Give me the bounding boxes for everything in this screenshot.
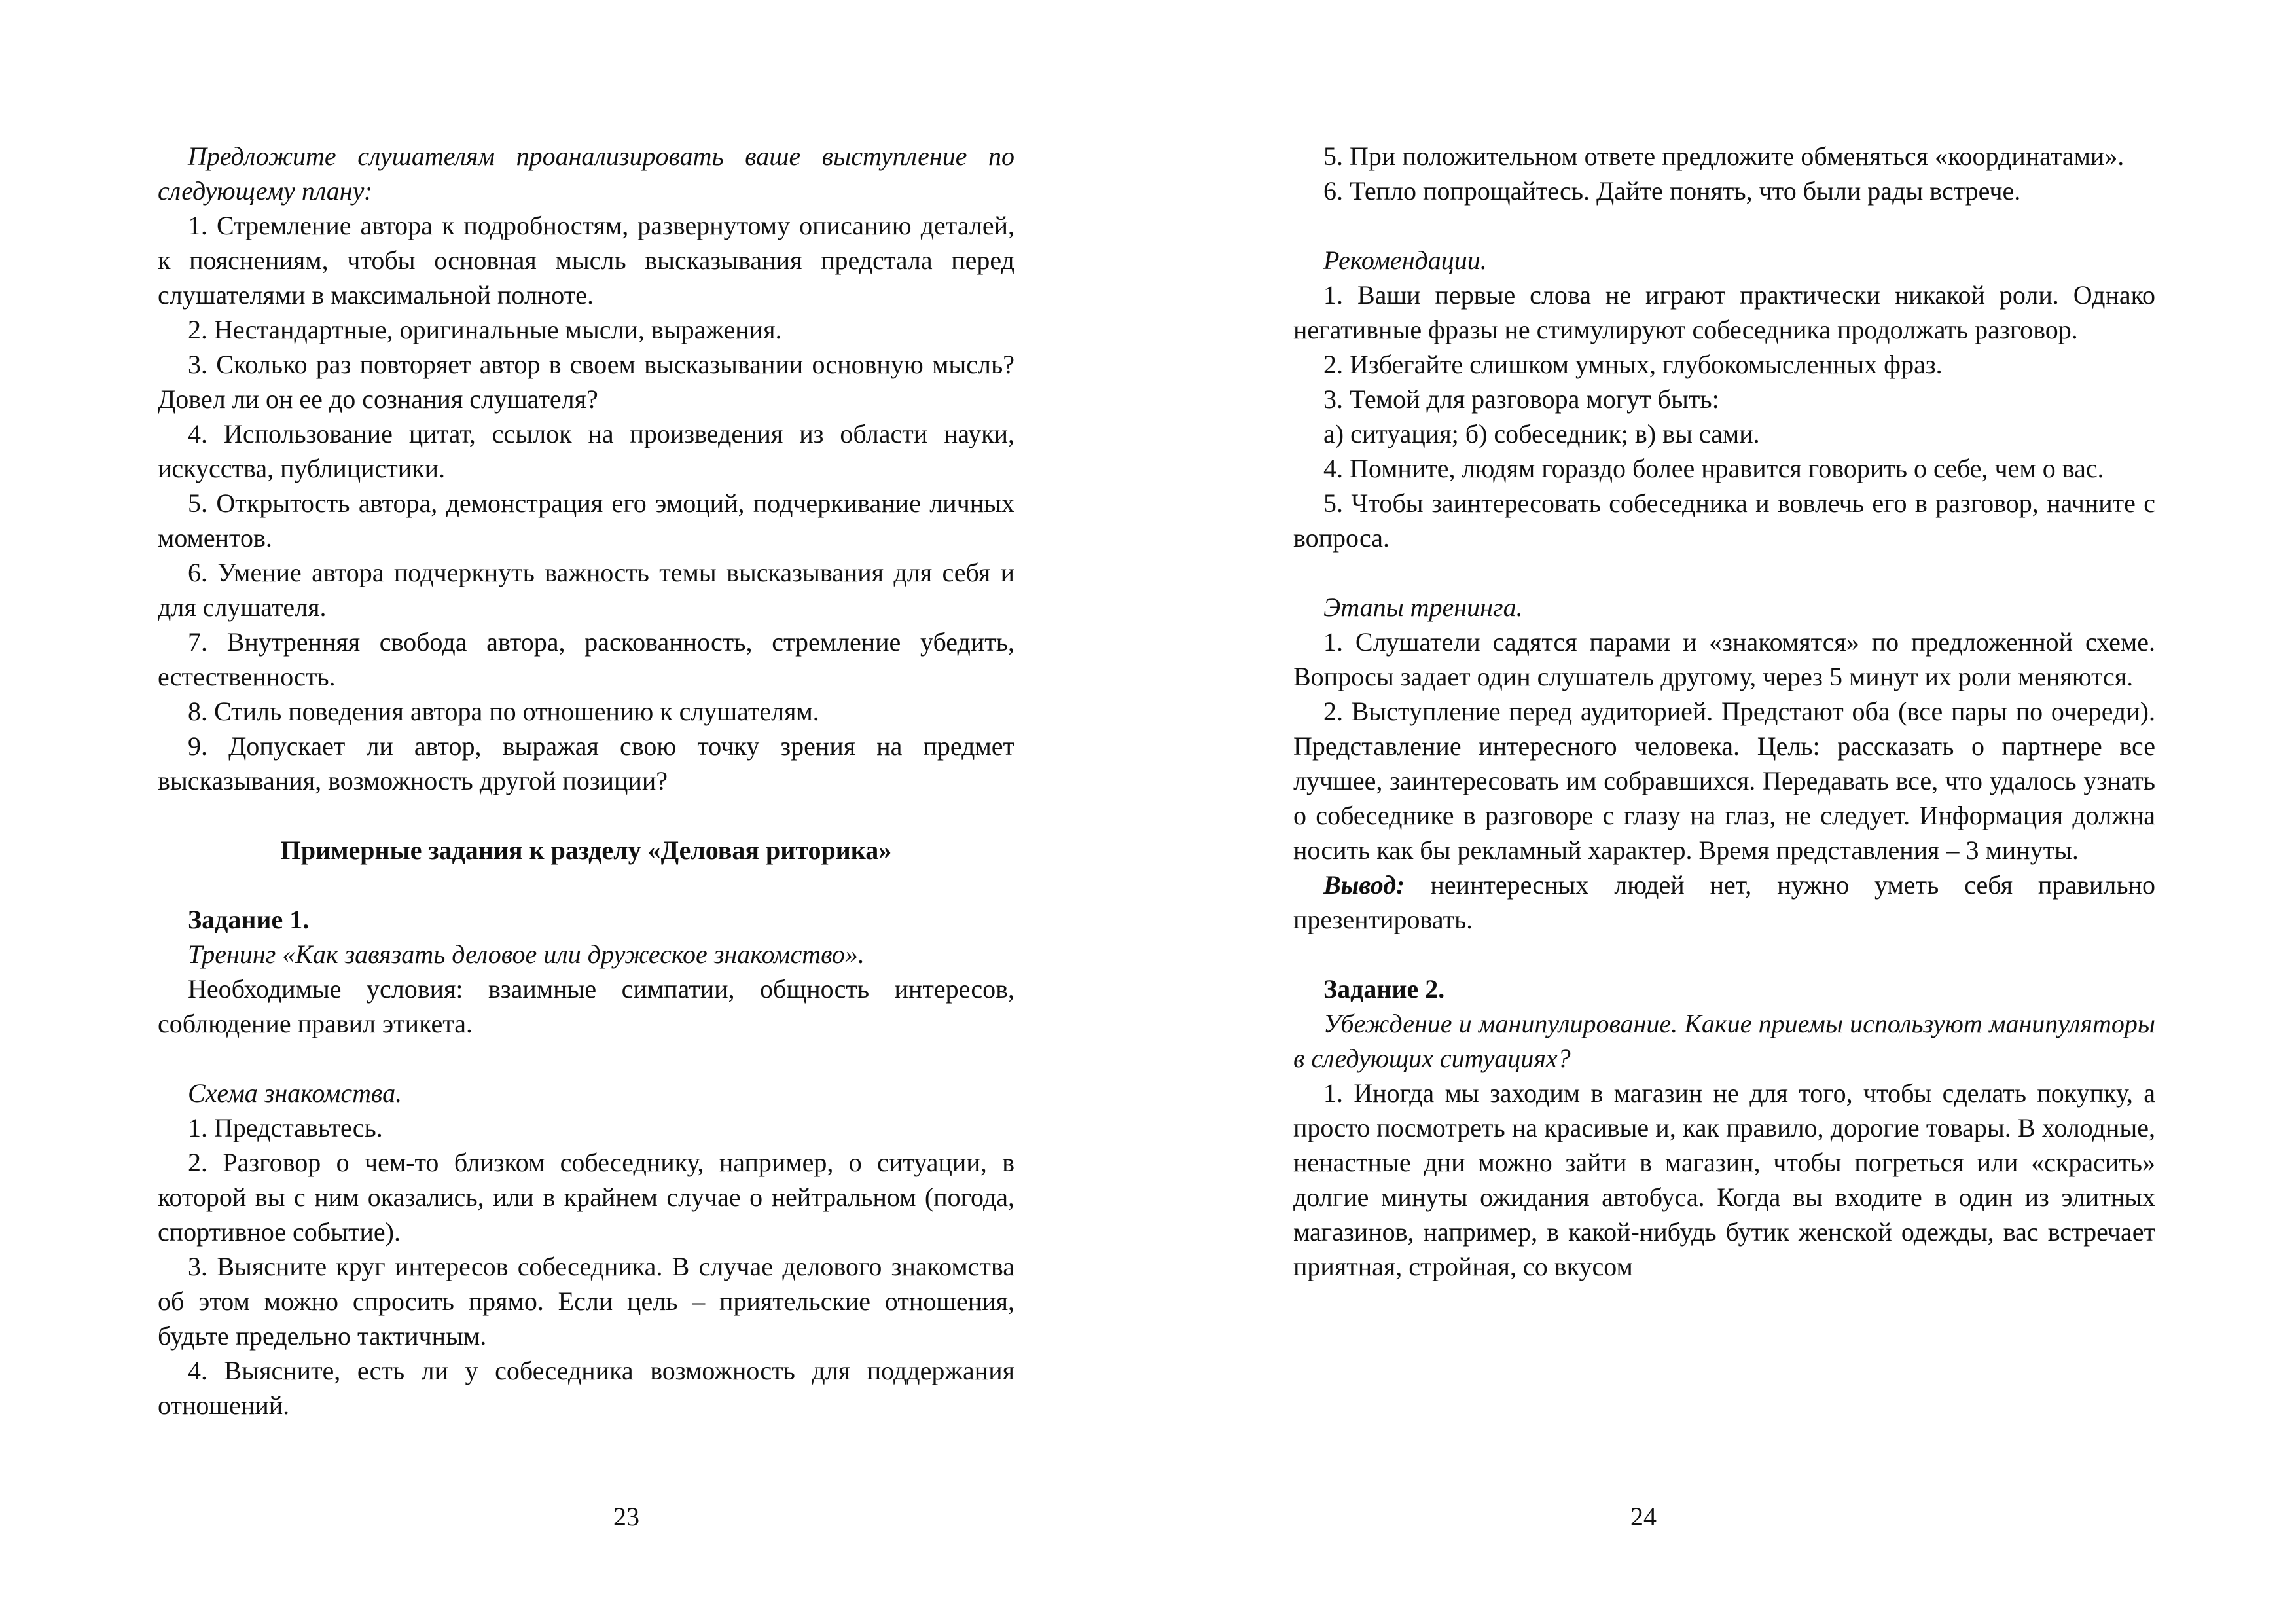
scheme-item: 1. Представьтесь. xyxy=(188,1113,383,1142)
plan-item: 8. Стиль поведения автора по отношению к слушателям. xyxy=(188,697,819,726)
conclusion-text: неинтересных людей нет, нужно уметь себя правильно презентировать. xyxy=(1293,870,2155,934)
spacer xyxy=(1293,937,2155,972)
spacer xyxy=(1293,555,2155,590)
plan-item: 4. Использование цитат, ссылок на произведения из области науки, искусства, публицистики. xyxy=(158,419,1014,483)
plan-item: 1. Стремление автора к подробностям, развернутому описанию деталей, к пояснениям, чтобы основная мысль высказывания предстала перед слушателями в максимальной полноте. xyxy=(158,211,1014,310)
intro-italic: Предложите слушателям проанализировать ваше выступление по следующему плану: xyxy=(158,141,1014,206)
plan-item: 7. Внутренняя свобода автора, раскованность, стремление убедить, естественность. xyxy=(158,627,1014,691)
right-page-text xyxy=(1293,139,2155,1284)
plan-item: 5. Открытость автора, демонстрация его эмоций, подчеркивание личных моментов. xyxy=(158,488,1014,553)
right-page xyxy=(1148,0,2296,1623)
page-number: 24 xyxy=(1630,1502,1657,1531)
plan-item: 3. Сколько раз повторяет автор в своем высказывании основную мысль? Довел ли он ее до сознания слушателя? xyxy=(158,350,1014,414)
task2-subtitle: Убеждение и манипулирование. Какие приемы используют манипуляторы в следующих ситуациях? xyxy=(1293,1009,2155,1073)
stage-item: 1. Слушатели садятся парами и «знакомятся» по предложенной схеме. Вопросы задает один слушатель другому, через 5 минут их роли меняются. xyxy=(1293,627,2155,691)
recommendation-item: а) ситуация; б) собеседник; в) вы сами. xyxy=(1323,419,1760,448)
recommendation-item: 5. Чтобы заинтересовать собеседника и вовлечь его в разговор, начните с вопроса. xyxy=(1293,488,2155,553)
recommendation-item: 4. Помните, людям гораздо более нравится говорить о себе, чем о вас. xyxy=(1323,454,2104,483)
stage-item: 2. Выступление перед аудиторией. Предстают оба (все пары по очереди). Представление интересного человека. Цель: рассказать о партнере все лучшее, заинтересовать им собравшихся. Передавать все, что удалось узнать о собеседнике в разговоре с глазу на глаз, не следует. Информация должна носить как бы рекламный характер. Время представления – 3 минуты. xyxy=(1293,697,2155,865)
section-heading: Примерные задания к разделу «Деловая риторика» xyxy=(280,835,892,865)
task2-item: 1. Иногда мы заходим в магазин не для того, чтобы сделать покупку, а просто посмотреть на красивые и, как правило, дорогие товары. В холодные, ненастные дни можно зайти в магазин, чтобы погреться или «скрасить» долгие минуты ожидания автобуса. Когда вы входите в один из элитных магазинов, например, в какой-нибудь бутик женской одежды, вас встречает приятная, стройная, со вкусом xyxy=(1293,1078,2155,1281)
scheme-item: 5. При положительном ответе предложите обменяться «координатами». xyxy=(1323,141,2125,171)
scheme-item: 3. Выясните круг интересов собеседника. В случае делового знакомства об этом можно спросить прямо. Если цель – приятельские отношения, будьте предельно тактичным. xyxy=(158,1252,1014,1351)
plan-item: 2. Нестандартные, оригинальные мысли, выражения. xyxy=(188,315,782,344)
left-page-text xyxy=(158,139,1014,1423)
task1-conditions: Необходимые условия: взаимные симпатии, общность интересов, соблюдение правил этикета. xyxy=(158,974,1014,1038)
recommendations-title: Рекомендации. xyxy=(1323,246,1487,275)
conclusion-label: Вывод: xyxy=(1323,870,1405,900)
spacer xyxy=(158,1041,1014,1076)
spacer xyxy=(158,867,1014,902)
plan-item: 9. Допускает ли автор, выражая свою точку зрения на предмет высказывания, возможность другой позиции? xyxy=(158,731,1014,795)
scheme-item: 2. Разговор о чем-то близком собеседнику, например, о ситуации, в которой вы с ним оказались, или в крайнем случае о нейтральном (погода, спортивное событие). xyxy=(158,1148,1014,1247)
task2-title: Задание 2. xyxy=(1323,974,1445,1004)
scheme-title: Схема знакомства. xyxy=(188,1078,403,1108)
recommendation-item: 1. Ваши первые слова не играют практически никакой роли. Однако негативные фразы не стимулируют собеседника продолжать разговор. xyxy=(1293,280,2155,344)
scheme-item: 4. Выясните, есть ли у собеседника возможность для поддержания отношений. xyxy=(158,1356,1014,1420)
page-number: 23 xyxy=(613,1502,639,1531)
stages-title: Этапы тренинга. xyxy=(1323,593,1523,622)
plan-item: 6. Умение автора подчеркнуть важность темы высказывания для себя и для слушателя. xyxy=(158,558,1014,622)
recommendation-item: 3. Темой для разговора могут быть: xyxy=(1323,384,1719,414)
spacer xyxy=(158,798,1014,833)
task1-title: Задание 1. xyxy=(188,905,310,934)
scheme-item: 6. Тепло попрощайтесь. Дайте понять, что были рады встрече. xyxy=(1323,176,2021,206)
spacer xyxy=(1293,208,2155,243)
recommendation-item: 2. Избегайте слишком умных, глубокомысленных фраз. xyxy=(1323,350,1943,379)
task1-subtitle: Тренинг «Как завязать деловое или дружеское знакомство». xyxy=(188,939,865,969)
conclusion xyxy=(1293,867,2155,937)
